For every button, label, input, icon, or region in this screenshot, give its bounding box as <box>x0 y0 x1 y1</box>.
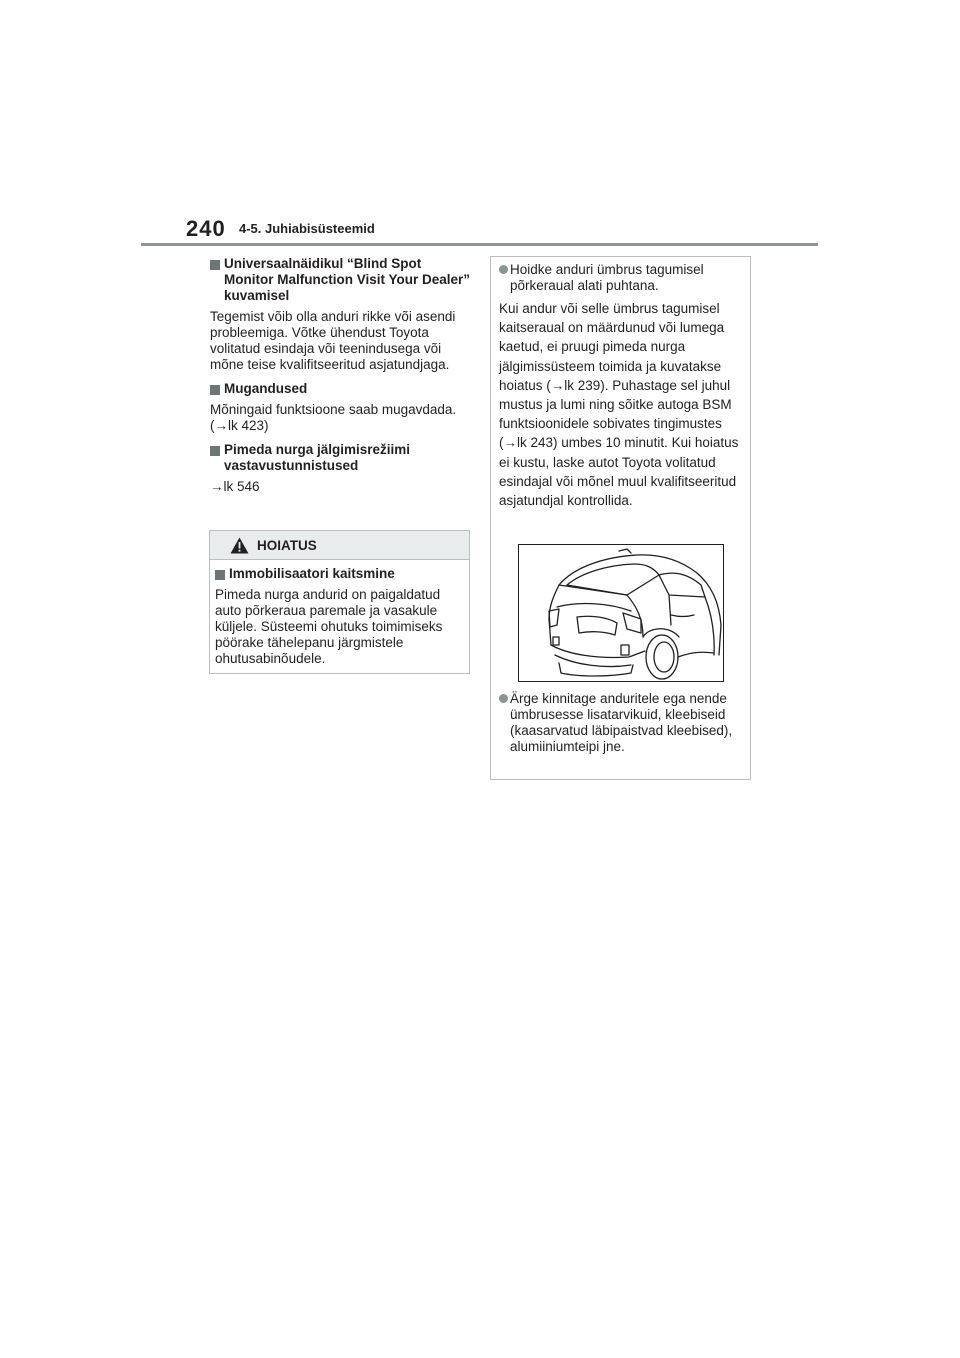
bullet-no-accessories <box>499 691 739 755</box>
warning-box <box>209 530 470 674</box>
heading-certificates <box>210 442 472 474</box>
page-number: 240 <box>186 216 226 241</box>
square-marker-icon <box>210 260 220 270</box>
warning-title: HOIATUS <box>257 538 317 553</box>
heading-immobilizer <box>215 566 464 582</box>
bullet-dot-icon <box>499 694 508 703</box>
bullet-text: Ärge kinnitage anduritele ega nende ümbrusesse lisatarvikuid, kleebiseid (kaasarvatud läbipaistvad kleebised), alumiiniumteipi jne. <box>510 691 733 754</box>
warning-triangle-icon <box>230 537 249 559</box>
heading-text: Pimeda nurga jälgimisrežiimi vastavustunnistused <box>224 442 411 473</box>
square-marker-icon <box>215 570 225 580</box>
left-column <box>210 256 472 495</box>
bullet-dot-icon <box>499 265 508 274</box>
right-content <box>499 262 745 510</box>
heading-customization <box>210 381 472 397</box>
bullet-keep-clean <box>499 262 745 294</box>
square-marker-icon <box>210 446 220 456</box>
car-rear-drawing <box>519 545 723 681</box>
heading-text: Mugandused <box>224 381 308 396</box>
square-marker-icon <box>210 385 220 395</box>
warning-body <box>210 560 469 667</box>
heading-text: Universaalnäidikul “Blind Spot Monitor Malfunction Visit Your Dealer” kuvamisel <box>224 256 471 303</box>
heading-universal-display <box>210 256 472 304</box>
bullet-no-accessories-content <box>499 691 739 755</box>
warning-header <box>210 531 469 560</box>
right-warning-continuation-box <box>490 256 751 780</box>
paragraph-dirty-sensor: Kui andur või selle ümbrus tagumisel kaitseraual on määrdunud või lumega kaetud, ei pruugi pimeda nurga jälgimissüsteem toimida ja kuvatakse hoiatus (→lk 239). Puhastage sel juhul mustus ja lumi ning sõitke autoga BSM funktsioonidele sobivates tingimustes (→lk 243) umbes 10 minutit. Kui hoiatus ei kustu, laske autot Toyota volitatud esindajal või mõnel muul kvalifitseeritud asjatundjal kontrollida. <box>499 301 739 509</box>
paragraph-certificates-ref: →lk 546 <box>210 479 260 494</box>
header-rule <box>141 243 818 246</box>
heading-text: Immobilisaatori kaitsmine <box>229 566 395 581</box>
section-title: 4-5. Juhiabisüsteemid <box>239 221 375 236</box>
paragraph-customization: Mõningaid funktsioone saab mugavdada. (→lk 423) <box>210 402 457 433</box>
bullet-text: Hoidke anduri ümbrus tagumisel põrkeraual alati puhtana. <box>510 262 704 293</box>
paragraph-malfunction: Tegemist võib olla anduri rikke või asendi probleemiga. Võtke ühendust Toyota volitatud esindaja või teenindusega või mõne teise kvalifitseeritud asjatundjaga. <box>210 309 456 372</box>
car-rear-illustration <box>518 544 724 682</box>
warning-text: Pimeda nurga andurid on paigaldatud auto põrkeraua paremale ja vasakule küljele. Süsteemi ohutuks toimimiseks pöörake tähelepanu järgmistele ohutusabinõudele. <box>215 587 443 666</box>
